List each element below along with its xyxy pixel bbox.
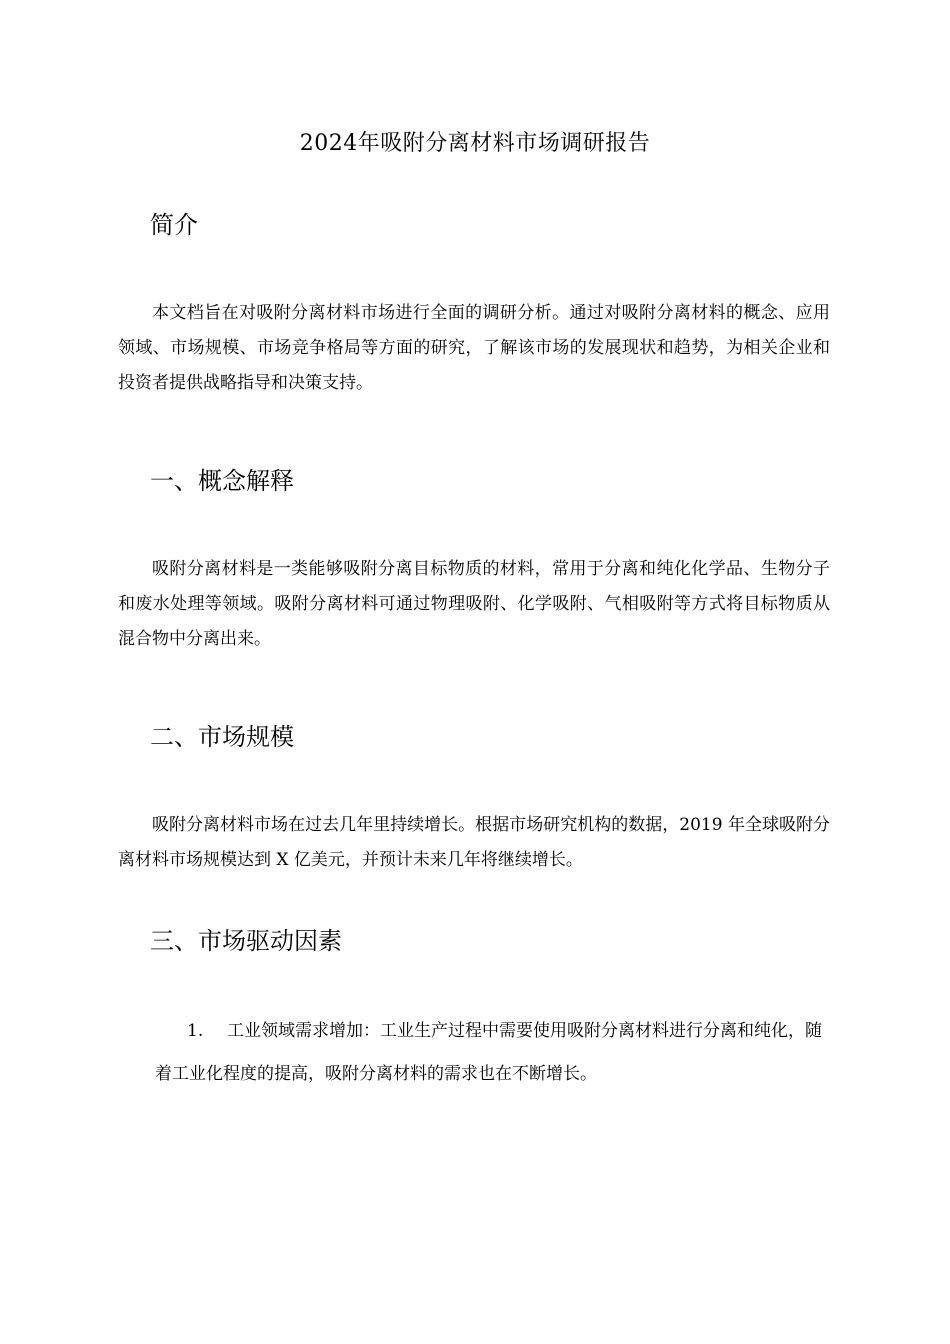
list-item-text: 工业领域需求增加：工业生产过程中需要使用吸附分离材料进行分离和纯化，随着工业化程度的提高，吸附分离材料的需求也在不断增长。 bbox=[155, 1021, 822, 1084]
section-paragraph-market-size: 吸附分离材料市场在过去几年里持续增长。根据市场研究机构的数据，2019 年全球吸附分离材料市场规模达到 X 亿美元，并预计未来几年将继续增长。 bbox=[118, 815, 830, 870]
section-paragraph-intro: 本文档旨在对吸附分离材料市场进行全面的调研分析。通过对吸附分离材料的概念、应用领域、市场规模、市场竞争格局等方面的研究，了解该市场的发展现状和趋势，为相关企业和投资者提供战略指导和决策支持。 bbox=[118, 303, 830, 393]
section-heading-concept: 一、概念解释 bbox=[150, 467, 294, 495]
list-item-number: 1. bbox=[187, 1021, 204, 1041]
list-item-driver-1 bbox=[155, 1010, 830, 1096]
document-title: 2024年吸附分离材料市场调研报告 bbox=[299, 131, 651, 156]
section-heading-intro: 简介 bbox=[150, 211, 198, 239]
section-heading-drivers: 三、市场驱动因素 bbox=[150, 927, 342, 955]
section-heading-market-size: 二、市场规模 bbox=[150, 723, 294, 751]
section-paragraph-concept: 吸附分离材料是一类能够吸附分离目标物质的材料，常用于分离和纯化化学品、生物分子和废水处理等领域。吸附分离材料可通过物理吸附、化学吸附、气相吸附等方式将目标物质从混合物中分离出来。 bbox=[118, 559, 830, 649]
